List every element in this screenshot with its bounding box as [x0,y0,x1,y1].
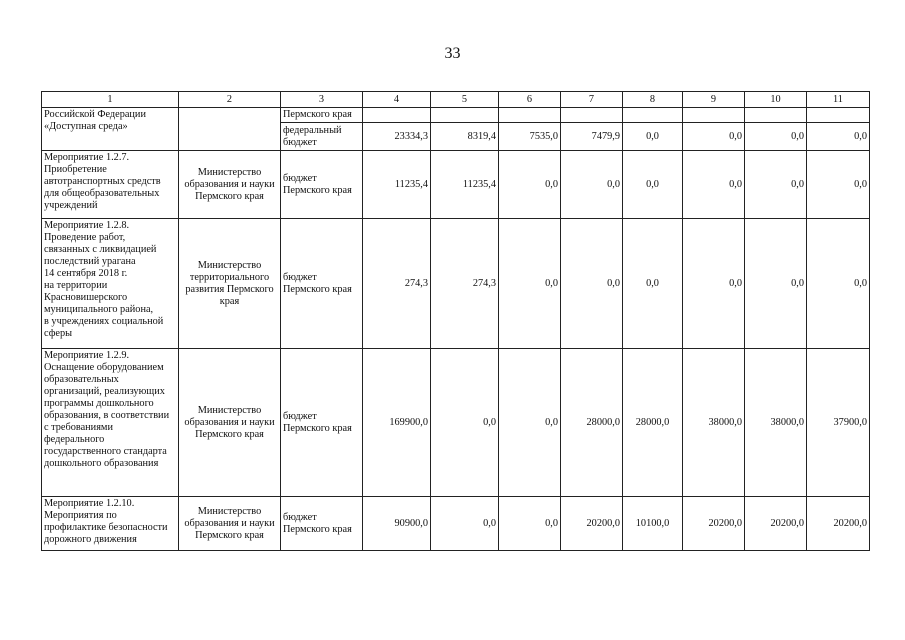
value-cell: 11235,4 [431,151,499,219]
value-cell: 0,0 [499,219,561,349]
value-cell: 0,0 [807,219,870,349]
executor-cell: Министерство образования и науки Пермского края [179,151,281,219]
value-cell: 20200,0 [561,497,623,551]
value-cell: 0,0 [745,219,807,349]
value-cell: 169900,0 [363,349,431,497]
value-cell: 0,0 [683,123,745,151]
value-cell: 0,0 [745,151,807,219]
value-cell: 8319,4 [431,123,499,151]
table-row [42,151,870,219]
value-cell: 38000,0 [745,349,807,497]
funding-source-cell: бюджет Пермского края [281,349,363,497]
value-cell: 274,3 [431,219,499,349]
value-cell: 0,0 [499,349,561,497]
header-row [42,92,870,108]
header-cell: 1 [42,92,179,108]
value-cell: 20200,0 [683,497,745,551]
value-cell: 0,0 [683,151,745,219]
value-cell: 0,0 [499,151,561,219]
value-cell: 0,0 [431,349,499,497]
value-cell: 23334,3 [363,123,431,151]
value-cell: 28000,0 [561,349,623,497]
measure-name-cell: Мероприятие 1.2.8. Проведение работ, связанных с ликвидацией последствий урагана 14 сентября 2018 г. на территории Красновишерского муниципального района, в учреждениях социальной сферы [42,219,179,349]
value-cell: 7479,9 [561,123,623,151]
value-cell: 37900,0 [807,349,870,497]
header-cell: 2 [179,92,281,108]
header-cell: 9 [683,92,745,108]
measure-name-cell: Мероприятие 1.2.10. Мероприятия по профилактике безопасности дорожного движения [42,497,179,551]
value-cell: 0,0 [745,123,807,151]
table-row [42,497,870,551]
value-cell: 0,0 [623,219,683,349]
header-cell: 6 [499,92,561,108]
funding-source-cell: бюджет Пермского края [281,219,363,349]
program-name-cell: Российской Федерации «Доступная среда» [42,108,179,151]
value-cell: 0,0 [499,497,561,551]
value-cell [363,108,431,123]
value-cell: 11235,4 [363,151,431,219]
value-cell [807,108,870,123]
value-cell [499,108,561,123]
measure-name-cell: Мероприятие 1.2.9. Оснащение оборудованием образовательных организаций, реализующих программы дошкольного образования, в соответствии с требованиями федерального государственного стандарта дошкольного образования [42,349,179,497]
value-cell: 0,0 [623,151,683,219]
header-cell: 4 [363,92,431,108]
value-cell: 90900,0 [363,497,431,551]
header-cell: 8 [623,92,683,108]
funding-source-cell: бюджет Пермского края [281,151,363,219]
executor-cell: Министерство территориального развития Пермского края [179,219,281,349]
value-cell: 10100,0 [623,497,683,551]
value-cell: 274,3 [363,219,431,349]
value-cell: 0,0 [683,219,745,349]
header-cell: 10 [745,92,807,108]
budget-table [41,91,870,551]
value-cell [431,108,499,123]
value-cell [745,108,807,123]
header-cell: 3 [281,92,363,108]
value-cell [561,108,623,123]
value-cell: 20200,0 [745,497,807,551]
value-cell: 28000,0 [623,349,683,497]
value-cell: 20200,0 [807,497,870,551]
table-row [42,219,870,349]
value-cell: 0,0 [561,219,623,349]
header-cell: 11 [807,92,870,108]
value-cell: 38000,0 [683,349,745,497]
table-row [42,108,870,123]
value-cell: 0,0 [561,151,623,219]
value-cell: 7535,0 [499,123,561,151]
executor-cell: Министерство образования и науки Пермского края [179,497,281,551]
value-cell: 0,0 [623,123,683,151]
value-cell: 0,0 [431,497,499,551]
executor-cell [179,108,281,151]
header-cell: 5 [431,92,499,108]
value-cell: 0,0 [807,151,870,219]
page-number: 33 [444,45,461,62]
value-cell: 0,0 [807,123,870,151]
executor-cell: Министерство образования и науки Пермского края [179,349,281,497]
funding-source-cell: Пермского края [281,108,363,123]
value-cell [623,108,683,123]
header-cell: 7 [561,92,623,108]
funding-source-cell: федеральный бюджет [281,123,363,151]
measure-name-cell: Мероприятие 1.2.7. Приобретение автотранспортных средств для общеобразовательных учреждений [42,151,179,219]
table-row [42,349,870,497]
value-cell [683,108,745,123]
funding-source-cell: бюджет Пермского края [281,497,363,551]
